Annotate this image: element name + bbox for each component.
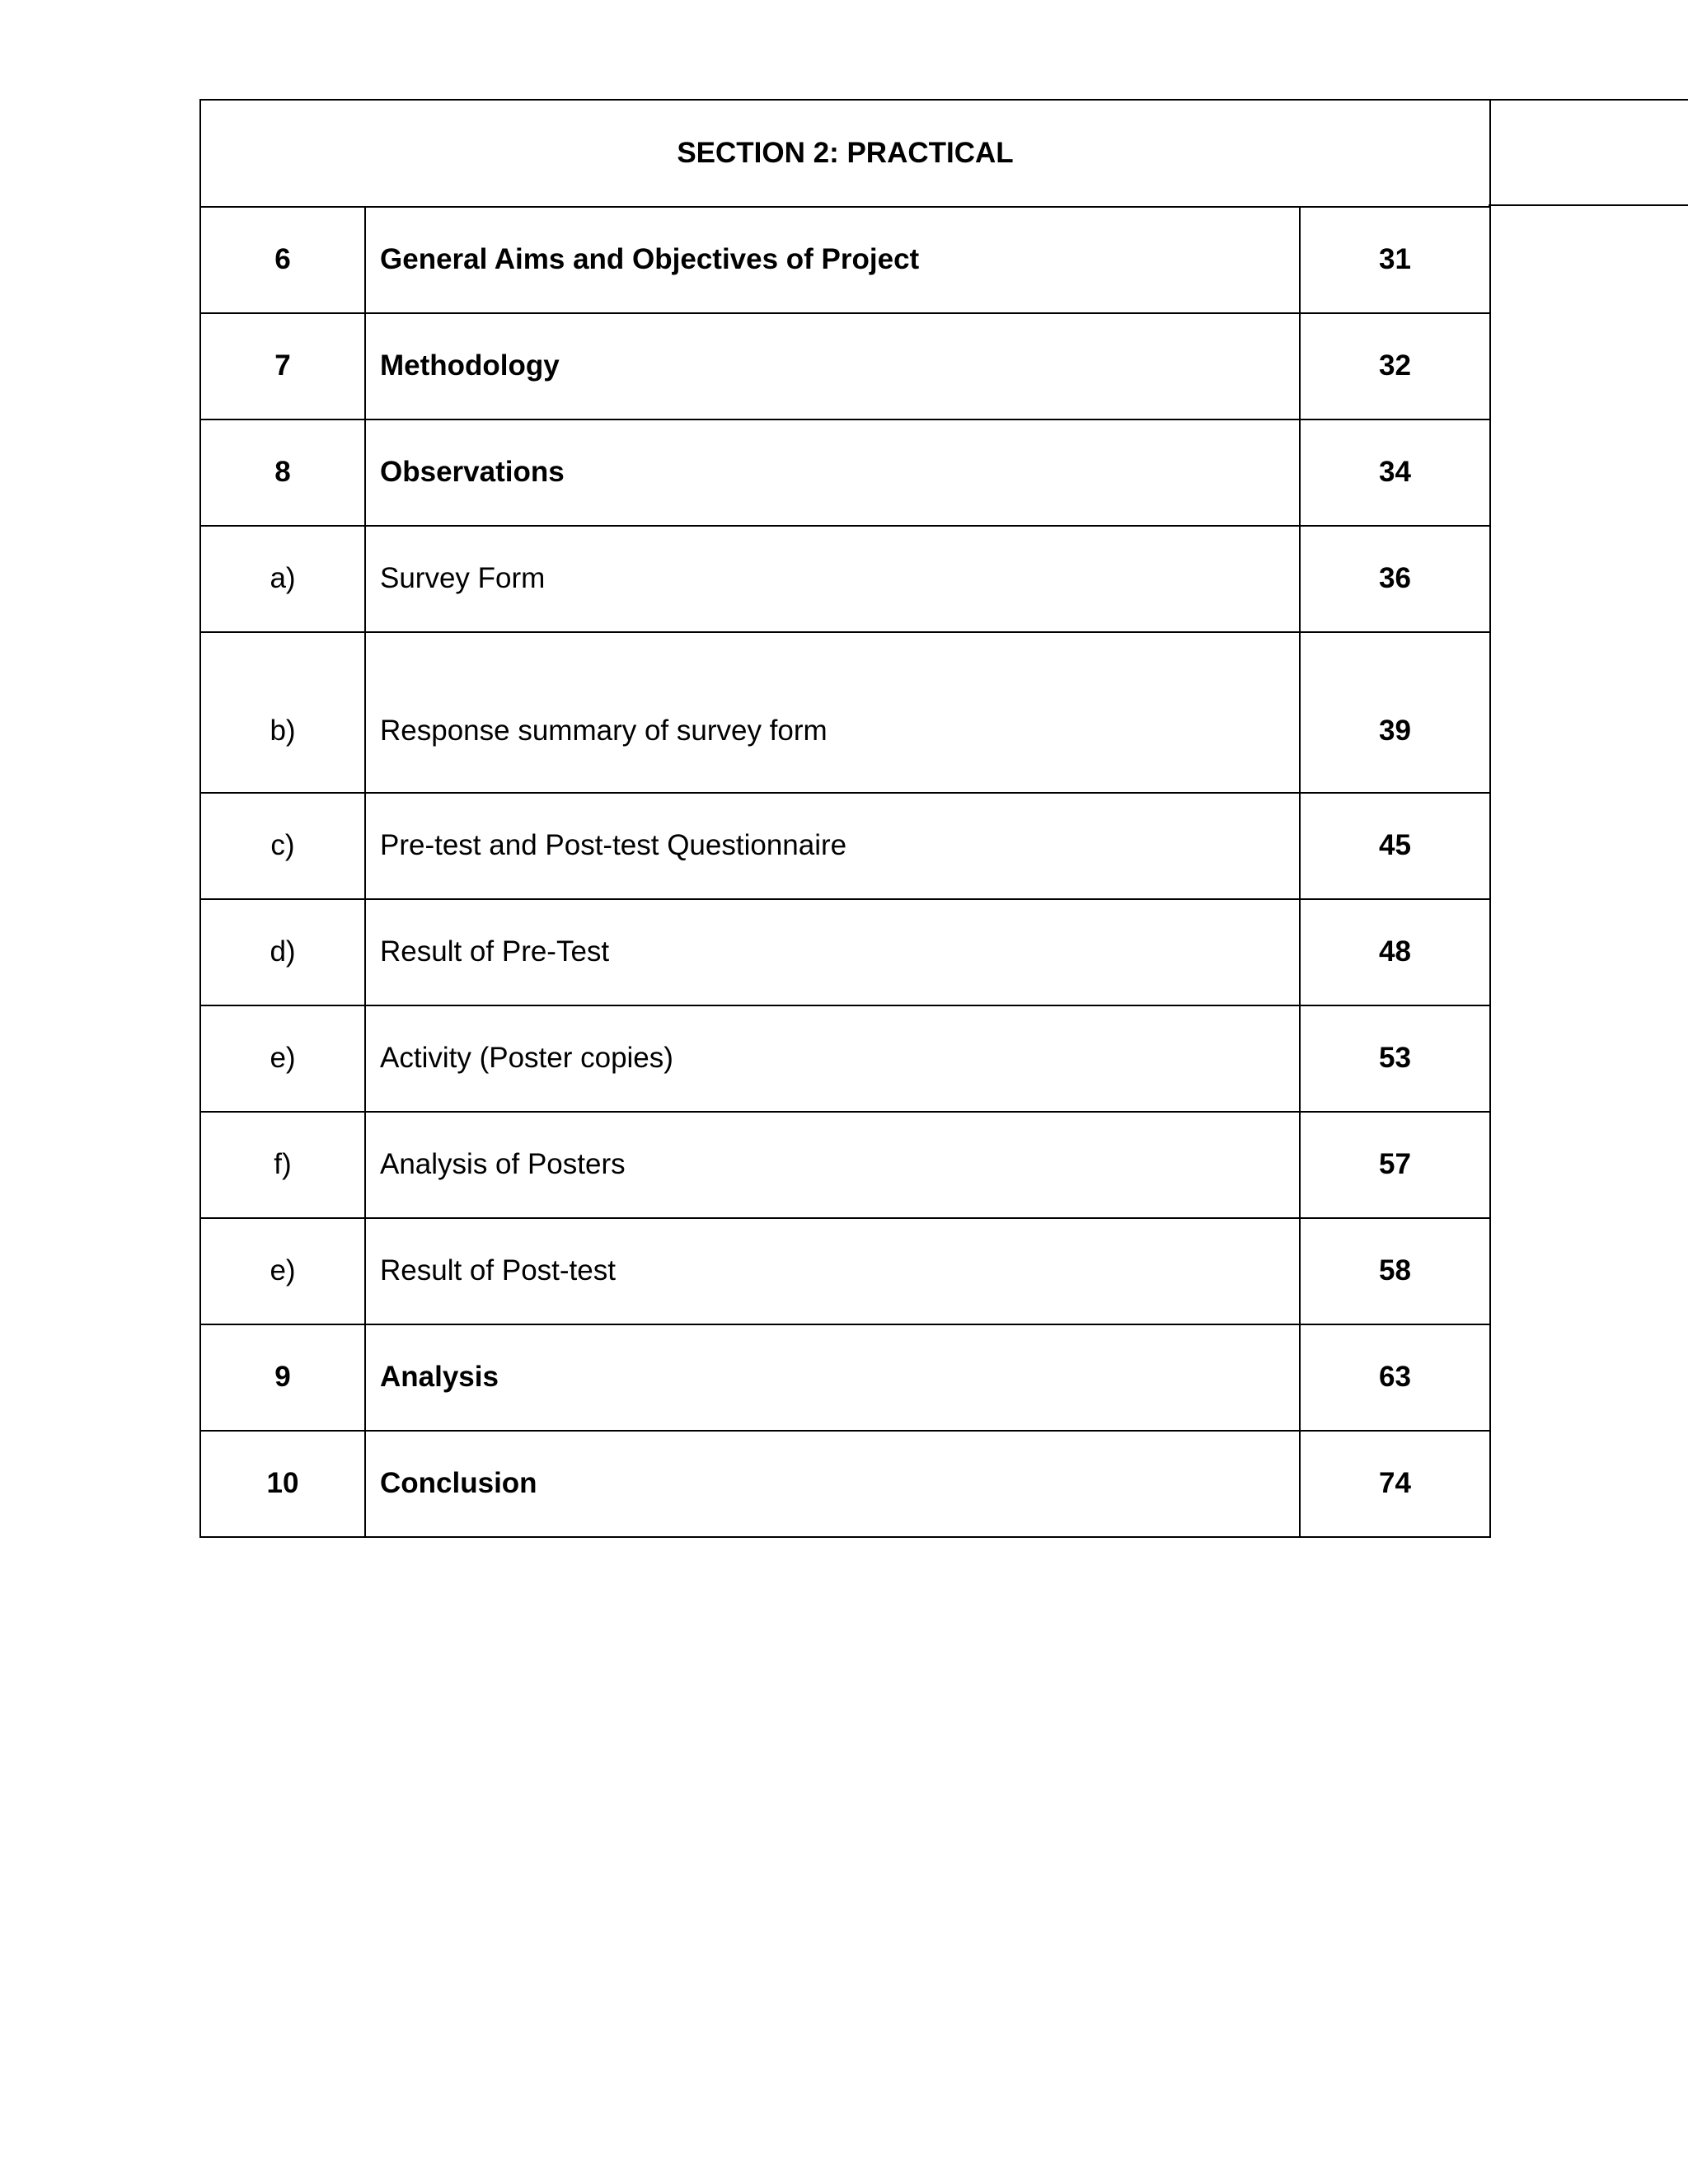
row-number: 7 xyxy=(200,313,365,419)
row-page-number: 57 xyxy=(1300,1112,1490,1218)
row-number: d) xyxy=(200,899,365,1005)
row-title: Survey Form xyxy=(365,526,1300,632)
row-title: General Aims and Objectives of Project xyxy=(365,207,1300,313)
table-row xyxy=(200,526,1490,632)
table-row xyxy=(200,1324,1490,1431)
row-page-number: 36 xyxy=(1300,526,1490,632)
row-title: Result of Pre-Test xyxy=(365,899,1300,1005)
row-number: 10 xyxy=(200,1431,365,1537)
section-title: SECTION 2: PRACTICAL xyxy=(200,100,1490,207)
row-number: 9 xyxy=(200,1324,365,1431)
table-row xyxy=(200,207,1490,313)
table-row xyxy=(200,632,1490,793)
row-page-number: 74 xyxy=(1300,1431,1490,1537)
table-row xyxy=(200,1218,1490,1324)
row-number: 6 xyxy=(200,207,365,313)
table-row xyxy=(200,793,1490,899)
row-page-number: 48 xyxy=(1300,899,1490,1005)
table-row xyxy=(200,1005,1490,1112)
row-number: e) xyxy=(200,1005,365,1112)
row-page-number: 39 xyxy=(1300,632,1490,793)
row-number: b) xyxy=(200,632,365,793)
table-row xyxy=(200,419,1490,526)
row-page-number: 31 xyxy=(1300,207,1490,313)
table-row xyxy=(200,313,1490,419)
row-number: 8 xyxy=(200,419,365,526)
row-page-number: 53 xyxy=(1300,1005,1490,1112)
row-title: Observations xyxy=(365,419,1300,526)
row-title: Result of Post-test xyxy=(365,1218,1300,1324)
header-extension-cell xyxy=(1489,99,1688,206)
row-page-number: 45 xyxy=(1300,793,1490,899)
row-page-number: 32 xyxy=(1300,313,1490,419)
row-number: a) xyxy=(200,526,365,632)
row-title: Activity (Poster copies) xyxy=(365,1005,1300,1112)
section-header-row xyxy=(200,100,1490,207)
row-number: c) xyxy=(200,793,365,899)
row-page-number: 34 xyxy=(1300,419,1490,526)
row-title: Pre-test and Post-test Questionnaire xyxy=(365,793,1300,899)
row-title: Response summary of survey form xyxy=(365,632,1300,793)
table-row xyxy=(200,899,1490,1005)
row-title: Analysis xyxy=(365,1324,1300,1431)
table-row xyxy=(200,1112,1490,1218)
row-page-number: 63 xyxy=(1300,1324,1490,1431)
row-page-number: 58 xyxy=(1300,1218,1490,1324)
row-number: f) xyxy=(200,1112,365,1218)
row-number: e) xyxy=(200,1218,365,1324)
row-title: Analysis of Posters xyxy=(365,1112,1300,1218)
row-title: Conclusion xyxy=(365,1431,1300,1537)
table-of-contents xyxy=(199,99,1491,1538)
row-title: Methodology xyxy=(365,313,1300,419)
table-row xyxy=(200,1431,1490,1537)
